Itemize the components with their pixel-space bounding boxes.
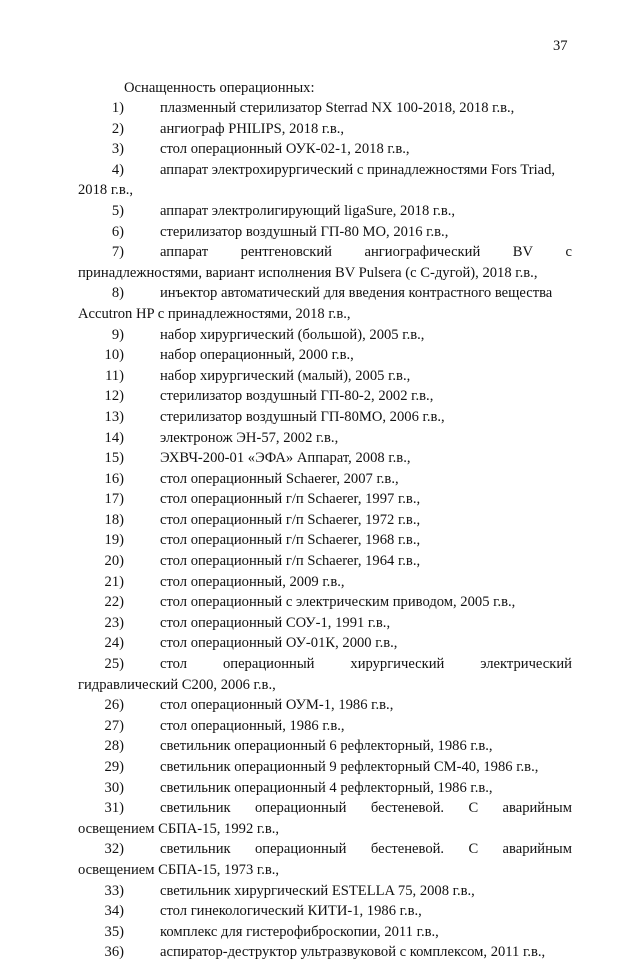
list-item-number: 3) xyxy=(111,141,124,158)
list-item-text: комплекс для гистерофиброскопии, 2011 г.в., xyxy=(160,923,439,940)
list-item xyxy=(78,139,572,160)
list-item-number: 14) xyxy=(104,429,124,446)
list-item-number: 4) xyxy=(111,161,124,178)
list-item xyxy=(78,881,572,902)
list-item xyxy=(78,407,572,428)
page-title: Оснащенность операционных: xyxy=(124,80,315,96)
list-item-line xyxy=(78,98,572,119)
list-item-line xyxy=(78,489,572,510)
list-item xyxy=(78,201,572,222)
list-item-line xyxy=(78,242,572,263)
list-item-text: ангиограф PHILIPS, 2018 г.в., xyxy=(160,120,345,137)
list-item-continuation: принадлежностями, вариант исполнения BV Pulsera (с С-дугой), 2018 г.в., xyxy=(78,264,538,281)
list-item-line xyxy=(78,407,572,428)
list-item-word: бестеневой. xyxy=(370,800,445,817)
list-item-line xyxy=(78,530,572,551)
list-item xyxy=(78,489,572,510)
list-item xyxy=(78,98,572,119)
list-item-word: операционный xyxy=(222,656,315,673)
list-item-line xyxy=(78,428,572,449)
list-item-continuation: Accutron HP с принадлежностями, 2018 г.в., xyxy=(78,305,351,322)
list-item-number: 35) xyxy=(104,923,124,940)
list-item-number: 6) xyxy=(111,223,124,240)
list-item xyxy=(78,222,572,243)
list-item-line xyxy=(78,222,572,243)
list-item-line xyxy=(78,510,572,531)
list-item-continuation: освещением СБПА-15, 1973 г.в., xyxy=(78,861,280,878)
list-item-word: аппарат xyxy=(160,244,209,261)
list-item-text: стол операционный, 1986 г.в., xyxy=(160,717,345,734)
list-item xyxy=(78,119,572,140)
list-item-word: С xyxy=(468,841,479,858)
list-item-text: светильник операционный 4 рефлекторный, 1986 г.в., xyxy=(160,779,493,796)
list-item-line xyxy=(78,469,572,490)
list-item xyxy=(78,283,572,324)
list-item-text: стерилизатор воздушный ГП-80МО, 2006 г.в., xyxy=(160,408,445,425)
list-item-continuation: освещением СБПА-15, 1992 г.в., xyxy=(78,820,280,837)
list-item-text: стол операционный СОУ-1, 1991 г.в., xyxy=(160,614,391,631)
list-item-number: 25) xyxy=(104,656,124,673)
list-item xyxy=(78,160,572,201)
list-item-text: стол операционный Schaerer, 2007 г.в., xyxy=(160,470,399,487)
list-item-number: 2) xyxy=(111,120,124,137)
list-item-number: 36) xyxy=(104,944,124,961)
list-item-text: инъектор автоматический для введения контрастного вещества xyxy=(160,285,553,302)
list-item-word: бестеневой. xyxy=(370,841,445,858)
list-item-number: 1) xyxy=(111,100,124,116)
list-item-number: 34) xyxy=(104,903,124,920)
list-item-text: стол операционный г/п Schaerer, 1972 г.в., xyxy=(160,511,421,528)
list-item xyxy=(78,469,572,490)
list-item-text xyxy=(160,798,572,819)
list-item-number: 18) xyxy=(104,511,124,528)
list-item xyxy=(78,901,572,922)
list-item-number: 29) xyxy=(104,759,124,775)
list-item-line xyxy=(78,201,572,222)
list-item-line xyxy=(78,613,572,634)
list-item-number: 26) xyxy=(104,697,124,714)
list-item xyxy=(78,530,572,551)
list-item-number: 24) xyxy=(104,635,124,652)
list-item-line xyxy=(78,736,572,757)
list-item-line xyxy=(78,283,572,304)
list-item-word: стол xyxy=(160,656,188,673)
list-item-text: плазменный стерилизатор Sterrad NX 100-2018, 2018 г.в., xyxy=(160,100,515,116)
list-item-word: аварийным xyxy=(502,841,572,858)
list-item-word: ангиографический xyxy=(364,244,481,261)
list-item xyxy=(78,633,572,654)
list-item-number: 20) xyxy=(104,553,124,570)
list-item xyxy=(78,922,572,943)
list-item-text: стол операционный ОУ-01К, 2000 г.в., xyxy=(160,635,398,652)
list-item xyxy=(78,778,572,799)
list-item xyxy=(78,572,572,593)
list-item xyxy=(78,551,572,572)
list-item-number: 8) xyxy=(111,285,124,302)
list-item-line xyxy=(78,366,572,387)
list-item-text: светильник хирургический ESTELLA 75, 2008 г.в., xyxy=(160,882,475,899)
list-item-line xyxy=(78,551,572,572)
list-item-line xyxy=(78,386,572,407)
list-item-number: 31) xyxy=(104,800,124,817)
list-item-number: 22) xyxy=(104,594,124,611)
list-item-text: стерилизатор воздушный ГП-80 МО, 2016 г.в., xyxy=(160,223,449,240)
list-item-word: светильник xyxy=(160,841,231,858)
list-item-word: с xyxy=(565,244,572,261)
list-item-text: аппарат электрохирургический с принадлежностями Fors Triad, xyxy=(160,161,556,178)
list-item-line xyxy=(78,592,572,613)
list-item-word: хирургический xyxy=(350,656,445,673)
list-item xyxy=(78,428,572,449)
list-item-line xyxy=(78,448,572,469)
list-item-word: операционный xyxy=(254,841,347,858)
list-item-word: электрический xyxy=(480,656,572,673)
list-item xyxy=(78,757,572,778)
list-item-number: 30) xyxy=(104,779,124,796)
list-item-line xyxy=(78,633,572,654)
list-item-text: стол операционный, 2009 г.в., xyxy=(160,573,345,590)
list-item-text: стол операционный г/п Schaerer, 1968 г.в., xyxy=(160,532,421,549)
list-item-number: 15) xyxy=(104,450,124,467)
list-item xyxy=(78,798,572,839)
list-item-number: 9) xyxy=(111,326,124,343)
list-item xyxy=(78,510,572,531)
list-item-word: рентгеновский xyxy=(240,244,332,261)
equipment-list xyxy=(78,98,572,963)
list-item-number: 28) xyxy=(104,738,124,755)
list-item-number: 12) xyxy=(104,388,124,405)
list-item-number: 33) xyxy=(104,882,124,899)
list-item-text: стол операционный г/п Schaerer, 1964 г.в., xyxy=(160,553,421,570)
list-item-line xyxy=(78,345,572,366)
list-item xyxy=(78,345,572,366)
page-number: 37 xyxy=(553,38,568,54)
list-item-line xyxy=(78,325,572,346)
list-item-text: светильник операционный 6 рефлекторный, 1986 г.в., xyxy=(160,738,493,755)
list-item-text: набор хирургический (малый), 2005 г.в., xyxy=(160,367,411,384)
list-item xyxy=(78,716,572,737)
list-item xyxy=(78,448,572,469)
list-item-line xyxy=(78,942,572,963)
list-item-number: 19) xyxy=(104,532,124,549)
list-item-text: аппарат электролигирующий ligaSure, 2018 г.в., xyxy=(160,202,456,219)
list-item-text xyxy=(160,839,572,860)
list-item-line xyxy=(78,716,572,737)
list-item-text xyxy=(160,242,572,263)
list-item-line xyxy=(78,654,572,675)
list-item-line xyxy=(78,798,572,819)
list-item-line xyxy=(78,778,572,799)
list-item-number: 5) xyxy=(111,202,124,219)
list-item-line xyxy=(78,160,572,181)
list-item-text: стол операционный ОУМ-1, 1986 г.в., xyxy=(160,697,394,714)
list-item-line xyxy=(78,901,572,922)
list-item xyxy=(78,613,572,634)
list-item-number: 16) xyxy=(104,470,124,487)
list-item xyxy=(78,839,572,880)
list-item-text: стол операционный с электрическим приводом, 2005 г.в., xyxy=(160,594,516,611)
list-item-line xyxy=(78,119,572,140)
list-item-number: 32) xyxy=(104,841,124,858)
list-item-line xyxy=(78,922,572,943)
list-item xyxy=(78,736,572,757)
list-item-text: набор хирургический (большой), 2005 г.в., xyxy=(160,326,425,343)
list-item-line xyxy=(78,757,572,778)
list-item-number: 27) xyxy=(104,717,124,734)
list-item xyxy=(78,325,572,346)
list-item-word: С xyxy=(468,800,479,817)
list-item xyxy=(78,386,572,407)
list-item-text: стол операционный г/п Schaerer, 1997 г.в., xyxy=(160,491,421,508)
list-item-line xyxy=(78,139,572,160)
list-item-text: светильник операционный 9 рефлекторный СМ-40, 1986 г.в., xyxy=(160,759,539,775)
list-item xyxy=(78,695,572,716)
list-item-text: аспиратор-деструктор ультразвуковой с комплексом, 2011 г.в., xyxy=(160,944,546,961)
list-item xyxy=(78,242,572,283)
list-item-text: стол гинекологический КИТИ-1, 1986 г.в., xyxy=(160,903,422,920)
list-item-text: стерилизатор воздушный ГП-80-2, 2002 г.в., xyxy=(160,388,434,405)
list-item-number: 21) xyxy=(104,573,124,590)
list-item-text: стол операционный ОУК-02-1, 2018 г.в., xyxy=(160,141,410,158)
list-item-line xyxy=(78,695,572,716)
list-item-text: ЭХВЧ-200-01 «ЭФА» Аппарат, 2008 г.в., xyxy=(160,450,411,467)
list-item-number: 7) xyxy=(111,244,124,261)
list-item-line xyxy=(78,881,572,902)
list-item-text: электронож ЭН-57, 2002 г.в., xyxy=(160,429,339,446)
list-item-word: аварийным xyxy=(502,800,572,817)
list-item-word: светильник xyxy=(160,800,231,817)
list-item-word: операционный xyxy=(254,800,347,817)
list-item-continuation: 2018 г.в., xyxy=(78,182,134,199)
list-item-text: набор операционный, 2000 г.в., xyxy=(160,347,354,364)
list-item-continuation: гидравлический С200, 2006 г.в., xyxy=(78,676,276,693)
list-item xyxy=(78,366,572,387)
list-item-number: 23) xyxy=(104,614,124,631)
list-item-line xyxy=(78,572,572,593)
list-item-number: 17) xyxy=(104,491,124,508)
list-item xyxy=(78,592,572,613)
list-item-number: 11) xyxy=(105,367,124,384)
list-item-number: 13) xyxy=(104,408,124,425)
list-item-text xyxy=(160,654,572,675)
list-item-line xyxy=(78,839,572,860)
list-item-word: BV xyxy=(512,244,534,261)
list-item xyxy=(78,654,572,695)
list-item-number: 10) xyxy=(104,347,124,364)
list-item xyxy=(78,942,572,963)
